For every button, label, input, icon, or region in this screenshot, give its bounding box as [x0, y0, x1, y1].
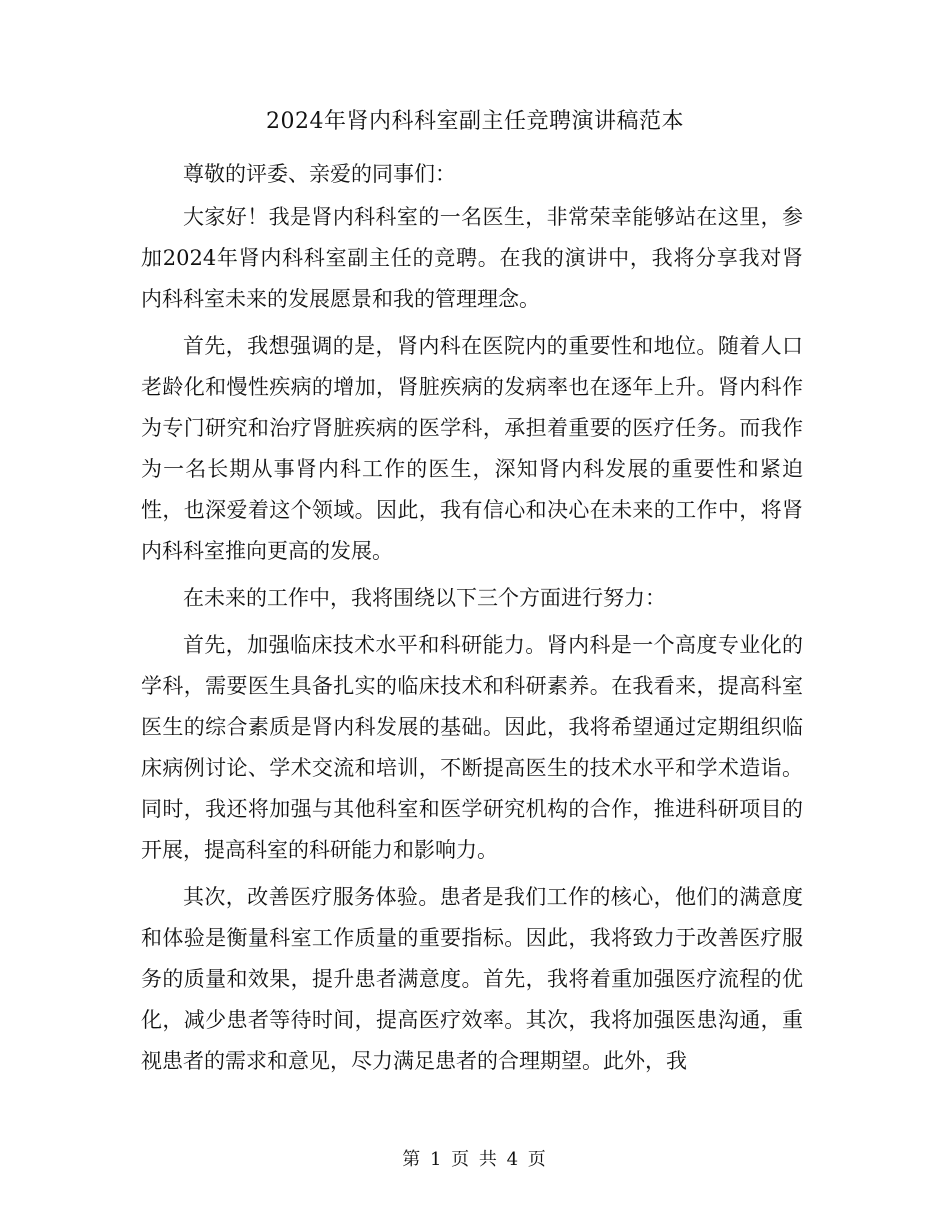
document-body	[141, 154, 803, 1088]
page-number-footer: 第 1 页 共 4 页	[402, 1149, 548, 1170]
paragraph-greeting: 大家好！我是肾内科科室的一名医生，非常荣幸能够站在这里，参加2024年肾内科科室副主任的竞聘。在我的演讲中，我将分享我对肾内科科室未来的发展愿景和我的管理理念。	[141, 205, 803, 311]
paragraph-service-experience: 其次，改善医疗服务体验。患者是我们工作的核心，他们的满意度和体验是衡量科室工作质量的重要指标。因此，我将致力于改善医疗服务的质量和效果，提升患者满意度。首先，我将着重加强医疗流程的优化，减少患者等待时间，提高医疗效率。其次，我将加强医患沟通，重视患者的需求和意见，尽力满足患者的合理期望。此外，我	[141, 885, 803, 1073]
paragraph-clinical-research: 首先，加强临床技术水平和科研能力。肾内科是一个高度专业化的学科，需要医生具备扎实的临床技术和科研素养。在我看来，提高科室医生的综合素质是肾内科发展的基础。因此，我将希望通过定期组织临床病例讨论、学术交流和培训，不断提高医生的技术水平和学术造诣。同时，我还将加强与其他科室和医学研究机构的合作，推进科研项目的开展，提高科室的科研能力和影响力。	[141, 633, 803, 862]
paragraph-salutation: 尊敬的评委、亲爱的同事们：	[183, 162, 456, 186]
paragraph-plan-intro: 在未来的工作中，我将围绕以下三个方面进行努力：	[183, 586, 666, 610]
document-title: 2024年肾内科科室副主任竞聘演讲稿范本	[266, 109, 684, 134]
paragraph-importance: 首先，我想强调的是，肾内科在医院内的重要性和地位。随着人口老龄化和慢性疾病的增加，肾脏疾病的发病率也在逐年上升。肾内科作为专门研究和治疗肾脏疾病的医学科，承担着重要的医疗任务。而我作为一名长期从事肾内科工作的医生，深知肾内科发展的重要性和紧迫性，也深爱着这个领域。因此，我有信心和决心在未来的工作中，将肾内科科室推向更高的发展。	[141, 334, 803, 563]
